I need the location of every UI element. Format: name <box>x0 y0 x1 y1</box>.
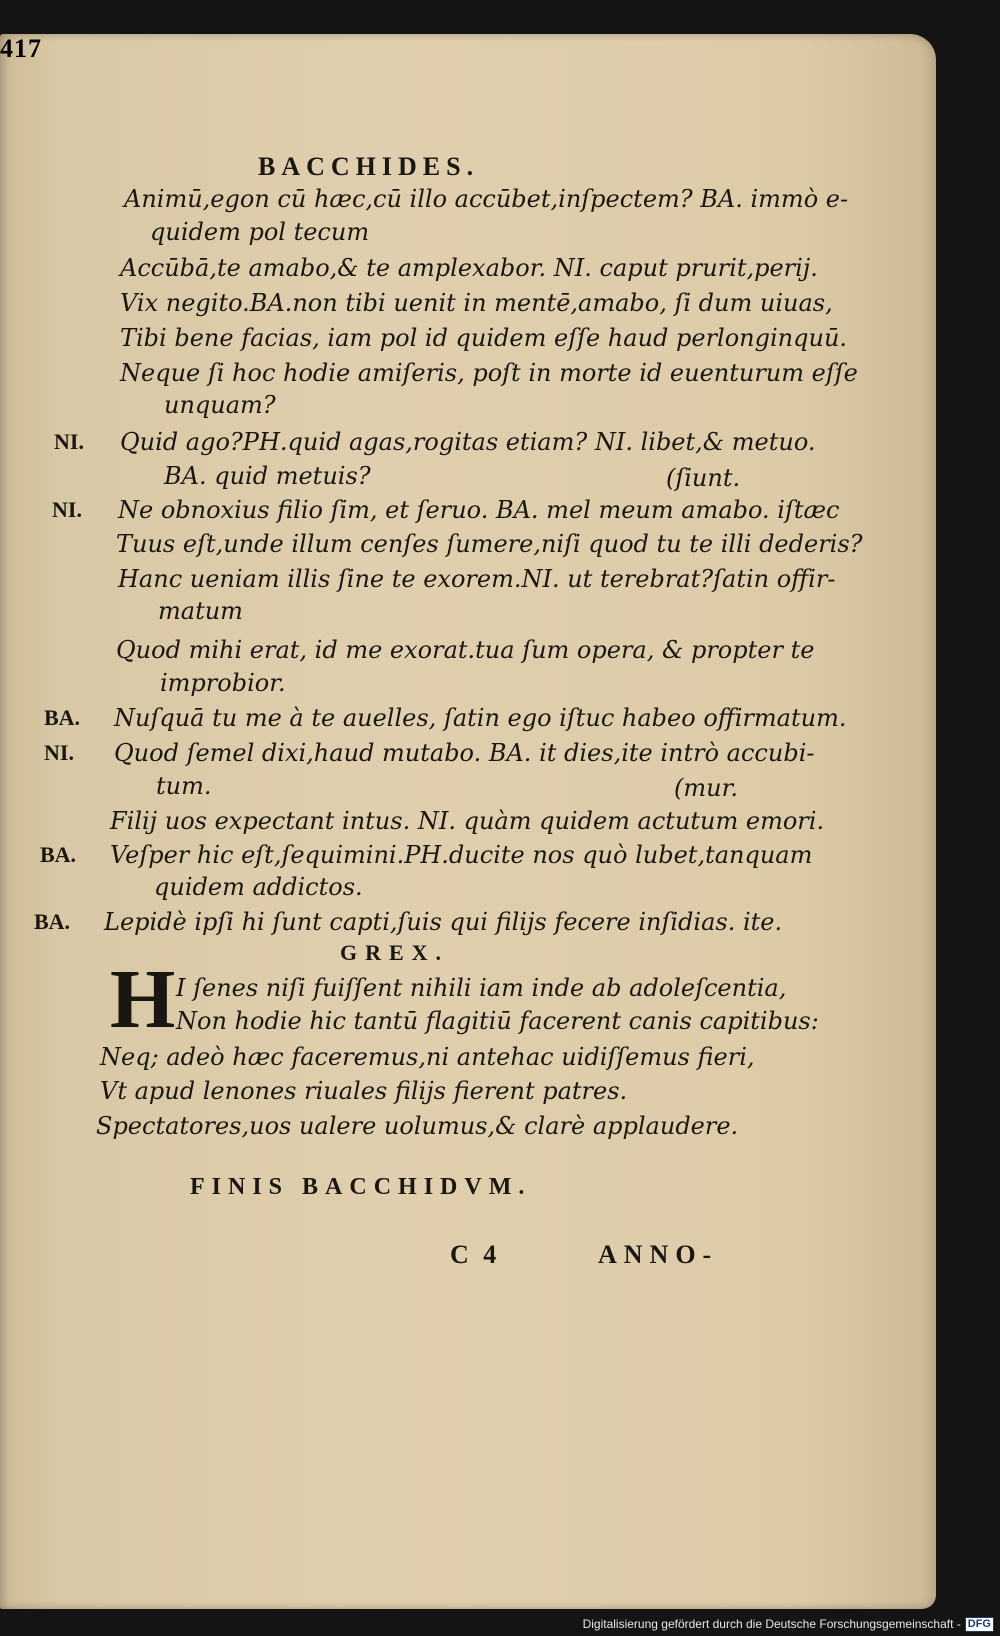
text-line: Neque ſi hoc hodie amiſeris, poſt in morte id euenturum eſſe <box>120 359 858 387</box>
text-line-turnover: (mur. <box>674 774 739 802</box>
text-line: Vix negito.BA.non tibi uenit in mentē,amabo, ſi dum uiuas, <box>120 289 833 317</box>
text-line: Nuſquā tu me à te auelles, ſatin ego iſtuc habeo offirmatum. <box>114 704 847 732</box>
page-number: 417 <box>0 34 42 63</box>
speaker-label: NI. <box>54 429 84 454</box>
text-line-turnover: (ſiunt. <box>666 464 741 492</box>
verse-line: Vt apud lenones riuales filijs fierent patres. <box>100 1077 628 1105</box>
text-line: tum. <box>156 772 212 800</box>
drop-capital: H <box>110 953 176 1046</box>
speaker-label: BA. <box>40 842 77 867</box>
catchword: ANNO- <box>598 1240 719 1269</box>
text-line: Hanc ueniam illis ſine te exorem.NI. ut terebrat?ſatin offir- <box>118 565 836 593</box>
funding-footer <box>583 1615 994 1633</box>
verse-line: Neq; adeò hæc faceremus,ni antehac uidiſſemus fieri, <box>100 1043 755 1071</box>
book-page <box>0 34 936 1609</box>
text-line: Veſper hic eſt,ſequimini.PH.ducite nos quò lubet,tanquam <box>110 841 813 869</box>
text-line: improbior. <box>160 669 286 697</box>
speaker-label: BA. <box>34 909 71 934</box>
text-line: Quid ago?PH.quid agas,rogitas etiam? NI. libet,& metuo. <box>120 428 816 456</box>
text-line: Filij uos expectant intus. NI. quàm quidem actutum emori. <box>110 807 825 835</box>
text-line: BA. quid metuis? <box>164 462 371 490</box>
text-line: Quod ſemel dixi,haud mutabo. BA. it dies,ite intrò accubi- <box>114 739 815 767</box>
finis-line: FINIS BACCHIDVM. <box>190 1174 532 1200</box>
running-head: BACCHIDES. <box>258 152 480 181</box>
text-line: Lepidè ipſi hi ſunt capti,ſuis qui filijs fecere inſidias. ite. <box>104 908 783 936</box>
dfg-logo-icon: DFG <box>965 1617 994 1632</box>
verse-line: Spectatores,uos ualere uolumus,& clarè applaudere. <box>96 1112 739 1140</box>
text-line: matum <box>158 597 243 625</box>
footer-text: Digitalisierung gefördert durch die Deutsche Forschungsgemeinschaft - <box>582 1617 961 1631</box>
text-line: Accūbā,te amabo,& te amplexabor. NI. caput prurit,perij. <box>120 254 818 282</box>
text-line: quidem addictos. <box>154 873 363 901</box>
text-line: Tuus eſt,unde illum cenſes ſumere,niſi quod tu te illi dederis? <box>116 530 863 558</box>
speaker-label: BA. <box>44 705 81 730</box>
speaker-label: NI. <box>52 497 82 522</box>
text-line: Quod mihi erat, id me exorat.tua ſum opera, & propter te <box>116 636 815 664</box>
grex-heading: GREX. <box>340 940 450 965</box>
text-line: Tibi bene facias, iam pol id quidem eſſe haud perlonginquū. <box>120 324 848 352</box>
text-line: Ne obnoxius filio ſim, et ſeruo. BA. mel meum amabo. iſtæc <box>118 496 840 524</box>
text-line: quidem pol tecum <box>150 218 370 246</box>
signature-mark: C 4 <box>450 1240 501 1269</box>
speaker-label: NI. <box>44 740 74 765</box>
text-line: Animū,egon cū hæc,cū illo accūbet,inſpectem? BA. immò e- <box>124 185 849 213</box>
text-line: unquam? <box>164 391 276 419</box>
verse-line: I ſenes niſi fuiſſent nihili iam inde ab adoleſcentia, <box>176 974 787 1002</box>
verse-line: Non hodie hic tantū flagitiū facerent canis capitibus: <box>176 1007 819 1035</box>
